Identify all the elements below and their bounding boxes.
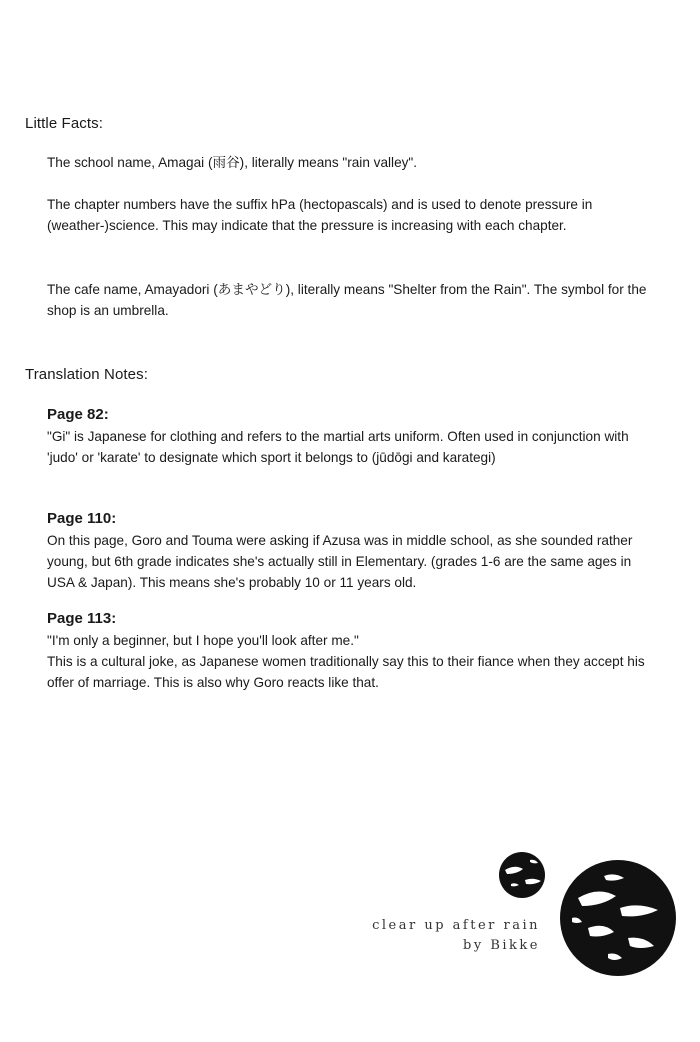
note-text: This is a cultural joke, as Japanese women traditionally say this to their fiance when they accept his offer of marriage. This is also why Goro reacts like that. [47, 654, 645, 690]
credit-title: clear up after rain [372, 918, 540, 933]
note-title: Page 113: [47, 610, 117, 627]
note-title: Page 82: [47, 406, 109, 423]
note-page-113 [47, 608, 657, 693]
fact-school-name: The school name, Amagai (雨谷), literally means "rain valley". [47, 155, 418, 170]
large-moon-icon [558, 858, 678, 978]
small-moon-icon [497, 850, 547, 900]
fact-cafe-name: The cafe name, Amayadori (あまやどり), literally means "Shelter from the Rain". The symbol for the shop is an umbrella. [47, 282, 647, 318]
note-text: "Gi" is Japanese for clothing and refers to the martial arts uniform. Often used in conjunction with 'judo' or 'karate' to designate which sport it belongs to (jūdōgi and karategi) [47, 429, 629, 465]
translation-notes-heading: Translation Notes: [25, 366, 148, 383]
credit-author: by Bikke [463, 938, 540, 953]
fact-chapter-numbers: The chapter numbers have the suffix hPa (hectopascals) and is used to denote pressure in (weather-)science. This may indicate that the pressure is increasing with each chapter. [47, 197, 593, 233]
note-title: Page 110: [47, 510, 117, 527]
note-page-110 [47, 508, 657, 593]
note-quote: "I'm only a beginner, but I hope you'll look after me." [47, 633, 359, 648]
note-page-82 [47, 404, 657, 468]
little-facts-heading: Little Facts: [25, 115, 103, 132]
note-text: On this page, Goro and Touma were asking if Azusa was in middle school, as she sounded rather young, but 6th grade indicates she's actually still in Elementary. (grades 1-6 are the same ages in USA & Japan). This means she's probably 10 or 11 years old. [47, 533, 633, 590]
